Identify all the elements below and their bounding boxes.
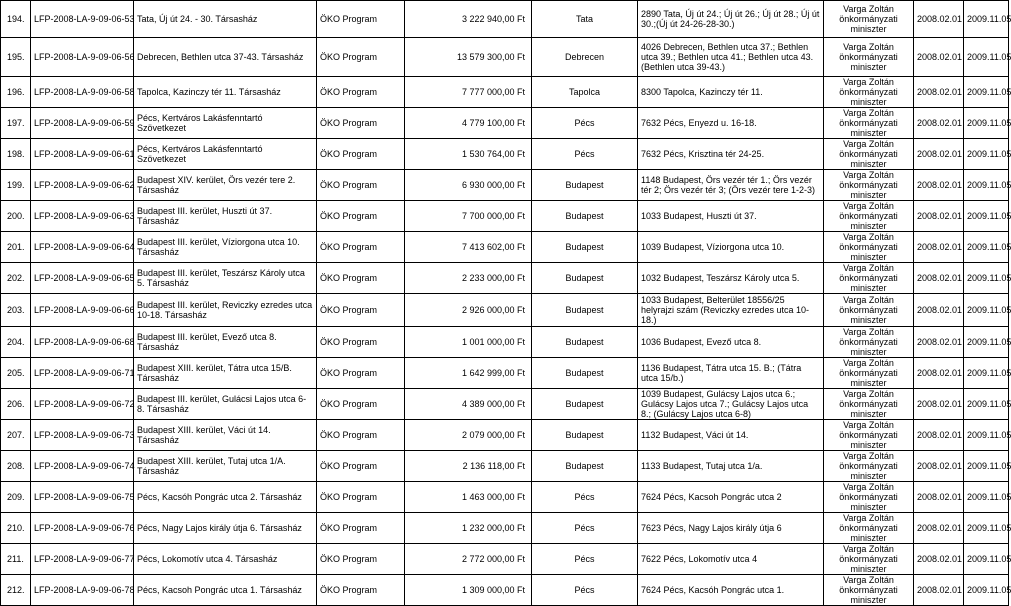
end-date: 2009.11.05 xyxy=(964,389,1009,420)
table-body xyxy=(1,1,1009,606)
project-code: LFP-2008-LA-9-09-06-58 xyxy=(31,77,134,108)
row-number: 195. xyxy=(1,38,31,77)
city: Pécs xyxy=(532,139,638,170)
beneficiary: Pécs, Kacsoh Pongrác utca 1. Társasház xyxy=(134,575,317,606)
project-code: LFP-2008-LA-9-09-06-76 xyxy=(31,513,134,544)
address: 1033 Budapest, Huszti út 37. xyxy=(638,201,824,232)
address: 1148 Budapest, Örs vezér tér 1.; Örs vezér tér 2; Örs vezér tér 3; (Örs vezér tere 1-2-3) xyxy=(638,170,824,201)
row-number: 198. xyxy=(1,139,31,170)
row-number: 212. xyxy=(1,575,31,606)
program-name: ÖKO Program xyxy=(317,294,405,327)
minister-name: Varga Zoltán xyxy=(843,77,894,87)
grant-amount: 4 779 100,00 Ft xyxy=(405,108,532,139)
minister xyxy=(824,482,914,513)
program-name: ÖKO Program xyxy=(317,420,405,451)
end-date: 2009.11.05 xyxy=(964,451,1009,482)
program-name: ÖKO Program xyxy=(317,232,405,263)
table-row xyxy=(1,513,1009,544)
city: Budapest xyxy=(532,263,638,294)
grant-amount: 2 136 118,00 Ft xyxy=(405,451,532,482)
project-code: LFP-2008-LA-9-09-06-78 xyxy=(31,575,134,606)
grant-amount: 13 579 300,00 Ft xyxy=(405,38,532,77)
project-code: LFP-2008-LA-9-09-06-72 xyxy=(31,389,134,420)
city: Pécs xyxy=(532,513,638,544)
minister-title: önkormányzati miniszter xyxy=(839,118,898,138)
contract-date: 2008.02.01 xyxy=(914,294,964,327)
address: 7624 Pécs, Kacsoh Pongrác utca 2 xyxy=(638,482,824,513)
beneficiary: Tapolca, Kazinczy tér 11. Társasház xyxy=(134,77,317,108)
address: 1039 Budapest, Víziorgona utca 10. xyxy=(638,232,824,263)
minister-name: Varga Zoltán xyxy=(843,327,894,337)
beneficiary: Budapest III. kerület, Víziorgona utca 10. Társasház xyxy=(134,232,317,263)
minister-title: önkormányzati miniszter xyxy=(839,305,898,325)
table-row xyxy=(1,327,1009,358)
beneficiary: Tata, Új út 24. - 30. Társasház xyxy=(134,1,317,38)
beneficiary: Budapest III. kerület, Teszársz Károly utca 5. Társasház xyxy=(134,263,317,294)
grant-amount: 2 772 000,00 Ft xyxy=(405,544,532,575)
end-date: 2009.11.05 xyxy=(964,327,1009,358)
end-date: 2009.11.05 xyxy=(964,77,1009,108)
minister xyxy=(824,139,914,170)
table-row xyxy=(1,482,1009,513)
table-row xyxy=(1,544,1009,575)
minister xyxy=(824,108,914,139)
contract-date: 2008.02.01 xyxy=(914,1,964,38)
contract-date: 2008.02.01 xyxy=(914,482,964,513)
row-number: 211. xyxy=(1,544,31,575)
city: Pécs xyxy=(532,575,638,606)
program-name: ÖKO Program xyxy=(317,544,405,575)
minister-title: önkormányzati miniszter xyxy=(839,585,898,605)
beneficiary: Pécs, Lokomotív utca 4. Társasház xyxy=(134,544,317,575)
row-number: 206. xyxy=(1,389,31,420)
minister xyxy=(824,294,914,327)
table-row xyxy=(1,201,1009,232)
row-number: 201. xyxy=(1,232,31,263)
end-date: 2009.11.05 xyxy=(964,38,1009,77)
minister-title: önkormányzati miniszter xyxy=(839,149,898,169)
city: Budapest xyxy=(532,420,638,451)
minister-name: Varga Zoltán xyxy=(843,4,894,14)
program-name: ÖKO Program xyxy=(317,201,405,232)
address: 1133 Budapest, Tutaj utca 1/a. xyxy=(638,451,824,482)
row-number: 200. xyxy=(1,201,31,232)
minister-name: Varga Zoltán xyxy=(843,513,894,523)
grant-amount: 2 079 000,00 Ft xyxy=(405,420,532,451)
project-code: LFP-2008-LA-9-09-06-74 xyxy=(31,451,134,482)
contract-date: 2008.02.01 xyxy=(914,327,964,358)
end-date: 2009.11.05 xyxy=(964,358,1009,389)
minister-title: önkormányzati miniszter xyxy=(839,430,898,450)
program-name: ÖKO Program xyxy=(317,327,405,358)
city: Pécs xyxy=(532,482,638,513)
table-row xyxy=(1,108,1009,139)
project-code: LFP-2008-LA-9-09-06-75 xyxy=(31,482,134,513)
end-date: 2009.11.05 xyxy=(964,232,1009,263)
contract-date: 2008.02.01 xyxy=(914,232,964,263)
minister-name: Varga Zoltán xyxy=(843,42,894,52)
table-row xyxy=(1,575,1009,606)
minister-title: önkormányzati miniszter xyxy=(839,180,898,200)
end-date: 2009.11.05 xyxy=(964,139,1009,170)
row-number: 204. xyxy=(1,327,31,358)
end-date: 2009.11.05 xyxy=(964,170,1009,201)
minister-name: Varga Zoltán xyxy=(843,263,894,273)
grant-amount: 7 413 602,00 Ft xyxy=(405,232,532,263)
row-number: 209. xyxy=(1,482,31,513)
contract-date: 2008.02.01 xyxy=(914,544,964,575)
minister-title: önkormányzati miniszter xyxy=(839,14,898,34)
minister xyxy=(824,38,914,77)
city: Budapest xyxy=(532,451,638,482)
row-number: 196. xyxy=(1,77,31,108)
row-number: 199. xyxy=(1,170,31,201)
city: Budapest xyxy=(532,327,638,358)
minister xyxy=(824,232,914,263)
table-row xyxy=(1,139,1009,170)
contract-date: 2008.02.01 xyxy=(914,513,964,544)
table-row xyxy=(1,420,1009,451)
end-date: 2009.11.05 xyxy=(964,263,1009,294)
grant-amount: 1 642 999,00 Ft xyxy=(405,358,532,389)
minister-name: Varga Zoltán xyxy=(843,451,894,461)
beneficiary: Debrecen, Bethlen utca 37-43. Társasház xyxy=(134,38,317,77)
minister-title: önkormányzati miniszter xyxy=(839,87,898,107)
city: Debrecen xyxy=(532,38,638,77)
grant-amount: 6 930 000,00 Ft xyxy=(405,170,532,201)
contract-date: 2008.02.01 xyxy=(914,420,964,451)
address: 2890 Tata, Új út 24.; Új út 26.; Új út 28.; Új út 30.;(Új út 24-26-28-30.) xyxy=(638,1,824,38)
minister xyxy=(824,358,914,389)
address: 4026 Debrecen, Bethlen utca 37.; Bethlen utca 39.; Bethlen utca 41.; Bethlen utca 43. (Bethlen utca 39-43.) xyxy=(638,38,824,77)
address: 1136 Budapest, Tátra utca 15. B.; (Tátra utca 15/b.) xyxy=(638,358,824,389)
address: 1033 Budapest, Belterület 18556/25 helyrajzi szám (Reviczky ezredes utca 10-18.) xyxy=(638,294,824,327)
minister-title: önkormányzati miniszter xyxy=(839,273,898,293)
city: Pécs xyxy=(532,544,638,575)
program-name: ÖKO Program xyxy=(317,38,405,77)
beneficiary: Budapest III. kerület, Gulácsi Lajos utca 6-8. Társasház xyxy=(134,389,317,420)
program-name: ÖKO Program xyxy=(317,139,405,170)
grant-amount: 4 389 000,00 Ft xyxy=(405,389,532,420)
row-number: 210. xyxy=(1,513,31,544)
minister-name: Varga Zoltán xyxy=(843,232,894,242)
program-name: ÖKO Program xyxy=(317,170,405,201)
minister xyxy=(824,170,914,201)
grant-amount: 2 233 000,00 Ft xyxy=(405,263,532,294)
grant-amount: 1 232 000,00 Ft xyxy=(405,513,532,544)
minister-title: önkormányzati miniszter xyxy=(839,337,898,357)
contract-date: 2008.02.01 xyxy=(914,77,964,108)
city: Tata xyxy=(532,1,638,38)
grant-amount: 7 700 000,00 Ft xyxy=(405,201,532,232)
end-date: 2009.11.05 xyxy=(964,201,1009,232)
row-number: 207. xyxy=(1,420,31,451)
minister xyxy=(824,544,914,575)
minister-title: önkormányzati miniszter xyxy=(839,554,898,574)
minister xyxy=(824,327,914,358)
table-row xyxy=(1,170,1009,201)
project-code: LFP-2008-LA-9-09-06-61 xyxy=(31,139,134,170)
beneficiary: Budapest XIV. kerület, Örs vezér tere 2. Társasház xyxy=(134,170,317,201)
contract-date: 2008.02.01 xyxy=(914,451,964,482)
minister-name: Varga Zoltán xyxy=(843,170,894,180)
address: 7632 Pécs, Krisztina tér 24-25. xyxy=(638,139,824,170)
row-number: 202. xyxy=(1,263,31,294)
minister-name: Varga Zoltán xyxy=(843,389,894,399)
city: Budapest xyxy=(532,201,638,232)
table-row xyxy=(1,263,1009,294)
city: Tapolca xyxy=(532,77,638,108)
grant-amount: 7 777 000,00 Ft xyxy=(405,77,532,108)
minister-title: önkormányzati miniszter xyxy=(839,52,898,72)
address: 1039 Budapest, Gulácsy Lajos utca 6.; Gulácsy Lajos utca 7.; Gulácsy Lajos utca 8.; (Gulácsy Lajos utca 6-8) xyxy=(638,389,824,420)
beneficiary: Budapest III. kerület, Huszti út 37. Társasház xyxy=(134,201,317,232)
end-date: 2009.11.05 xyxy=(964,420,1009,451)
contract-date: 2008.02.01 xyxy=(914,139,964,170)
end-date: 2009.11.05 xyxy=(964,482,1009,513)
beneficiary: Budapest XIII. kerület, Tutaj utca 1/A. Társasház xyxy=(134,451,317,482)
address: 1032 Budapest, Teszársz Károly utca 5. xyxy=(638,263,824,294)
row-number: 194. xyxy=(1,1,31,38)
project-code: LFP-2008-LA-9-09-06-68 xyxy=(31,327,134,358)
end-date: 2009.11.05 xyxy=(964,575,1009,606)
row-number: 208. xyxy=(1,451,31,482)
minister xyxy=(824,1,914,38)
project-code: LFP-2008-LA-9-09-06-71 xyxy=(31,358,134,389)
project-code: LFP-2008-LA-9-09-06-65 xyxy=(31,263,134,294)
end-date: 2009.11.05 xyxy=(964,108,1009,139)
contract-date: 2008.02.01 xyxy=(914,108,964,139)
minister-title: önkormányzati miniszter xyxy=(839,461,898,481)
table-row xyxy=(1,232,1009,263)
end-date: 2009.11.05 xyxy=(964,1,1009,38)
city: Pécs xyxy=(532,108,638,139)
beneficiary: Pécs, Nagy Lajos király útja 6. Társasház xyxy=(134,513,317,544)
project-code: LFP-2008-LA-9-09-06-53 xyxy=(31,1,134,38)
program-name: ÖKO Program xyxy=(317,77,405,108)
minister-name: Varga Zoltán xyxy=(843,139,894,149)
contract-date: 2008.02.01 xyxy=(914,201,964,232)
minister-name: Varga Zoltán xyxy=(843,108,894,118)
address: 7623 Pécs, Nagy Lajos király útja 6 xyxy=(638,513,824,544)
minister xyxy=(824,263,914,294)
program-name: ÖKO Program xyxy=(317,1,405,38)
minister xyxy=(824,575,914,606)
minister xyxy=(824,389,914,420)
project-code: LFP-2008-LA-9-09-06-62 xyxy=(31,170,134,201)
minister-name: Varga Zoltán xyxy=(843,295,894,305)
grant-amount: 1 001 000,00 Ft xyxy=(405,327,532,358)
minister-title: önkormányzati miniszter xyxy=(839,368,898,388)
table-row xyxy=(1,1,1009,38)
project-code: LFP-2008-LA-9-09-06-59 xyxy=(31,108,134,139)
city: Budapest xyxy=(532,358,638,389)
program-name: ÖKO Program xyxy=(317,482,405,513)
contract-date: 2008.02.01 xyxy=(914,358,964,389)
project-code: LFP-2008-LA-9-09-06-77 xyxy=(31,544,134,575)
table-row xyxy=(1,77,1009,108)
beneficiary: Budapest XIII. kerület, Váci út 14. Társasház xyxy=(134,420,317,451)
program-name: ÖKO Program xyxy=(317,513,405,544)
minister xyxy=(824,77,914,108)
contract-date: 2008.02.01 xyxy=(914,170,964,201)
project-code: LFP-2008-LA-9-09-06-64 xyxy=(31,232,134,263)
project-code: LFP-2008-LA-9-09-06-66 xyxy=(31,294,134,327)
minister-name: Varga Zoltán xyxy=(843,482,894,492)
row-number: 203. xyxy=(1,294,31,327)
city: Budapest xyxy=(532,294,638,327)
contract-date: 2008.02.01 xyxy=(914,38,964,77)
table-row xyxy=(1,38,1009,77)
address: 7632 Pécs, Enyezd u. 16-18. xyxy=(638,108,824,139)
beneficiary: Pécs, Kertváros Lakásfenntartó Szövetkezet xyxy=(134,108,317,139)
address: 7624 Pécs, Kacsóh Pongrác utca 1. xyxy=(638,575,824,606)
beneficiary: Budapest XIII. kerület, Tátra utca 15/B. Társasház xyxy=(134,358,317,389)
grant-amount: 1 309 000,00 Ft xyxy=(405,575,532,606)
beneficiary: Pécs, Kertváros Lakásfenntartó Szövetkezet xyxy=(134,139,317,170)
project-code: LFP-2008-LA-9-09-06-63 xyxy=(31,201,134,232)
minister-name: Varga Zoltán xyxy=(843,201,894,211)
program-name: ÖKO Program xyxy=(317,451,405,482)
minister-name: Varga Zoltán xyxy=(843,544,894,554)
minister-name: Varga Zoltán xyxy=(843,420,894,430)
minister xyxy=(824,201,914,232)
grant-amount: 1 463 000,00 Ft xyxy=(405,482,532,513)
table-row xyxy=(1,451,1009,482)
program-name: ÖKO Program xyxy=(317,575,405,606)
program-name: ÖKO Program xyxy=(317,108,405,139)
grant-amount: 2 926 000,00 Ft xyxy=(405,294,532,327)
program-name: ÖKO Program xyxy=(317,263,405,294)
minister-title: önkormányzati miniszter xyxy=(839,242,898,262)
table-row xyxy=(1,389,1009,420)
address: 1132 Budapest, Váci út 14. xyxy=(638,420,824,451)
beneficiary: Budapest III. kerület, Evező utca 8. Társasház xyxy=(134,327,317,358)
beneficiary: Pécs, Kacsóh Pongrác utca 2. Társasház xyxy=(134,482,317,513)
grant-amount: 1 530 764,00 Ft xyxy=(405,139,532,170)
end-date: 2009.11.05 xyxy=(964,544,1009,575)
row-number: 205. xyxy=(1,358,31,389)
address: 7622 Pécs, Lokomotív utca 4 xyxy=(638,544,824,575)
table-row xyxy=(1,358,1009,389)
project-code: LFP-2008-LA-9-09-06-73 xyxy=(31,420,134,451)
grant-amount: 3 222 940,00 Ft xyxy=(405,1,532,38)
end-date: 2009.11.05 xyxy=(964,513,1009,544)
city: Budapest xyxy=(532,170,638,201)
minister-title: önkormányzati miniszter xyxy=(839,211,898,231)
minister xyxy=(824,513,914,544)
address: 1036 Budapest, Evező utca 8. xyxy=(638,327,824,358)
contract-date: 2008.02.01 xyxy=(914,389,964,420)
table-row xyxy=(1,294,1009,327)
city: Budapest xyxy=(532,389,638,420)
minister-title: önkormányzati miniszter xyxy=(839,399,898,419)
minister-name: Varga Zoltán xyxy=(843,358,894,368)
contract-date: 2008.02.01 xyxy=(914,575,964,606)
address: 8300 Tapolca, Kazinczy tér 11. xyxy=(638,77,824,108)
city: Budapest xyxy=(532,232,638,263)
beneficiary: Budapest III. kerület, Reviczky ezredes utca 10-18. Társasház xyxy=(134,294,317,327)
minister-title: önkormányzati miniszter xyxy=(839,523,898,543)
contract-date: 2008.02.01 xyxy=(914,263,964,294)
minister xyxy=(824,451,914,482)
row-number: 197. xyxy=(1,108,31,139)
program-name: ÖKO Program xyxy=(317,358,405,389)
end-date: 2009.11.05 xyxy=(964,294,1009,327)
minister-name: Varga Zoltán xyxy=(843,575,894,585)
project-code: LFP-2008-LA-9-09-06-56 xyxy=(31,38,134,77)
program-name: ÖKO Program xyxy=(317,389,405,420)
minister-title: önkormányzati miniszter xyxy=(839,492,898,512)
minister xyxy=(824,420,914,451)
